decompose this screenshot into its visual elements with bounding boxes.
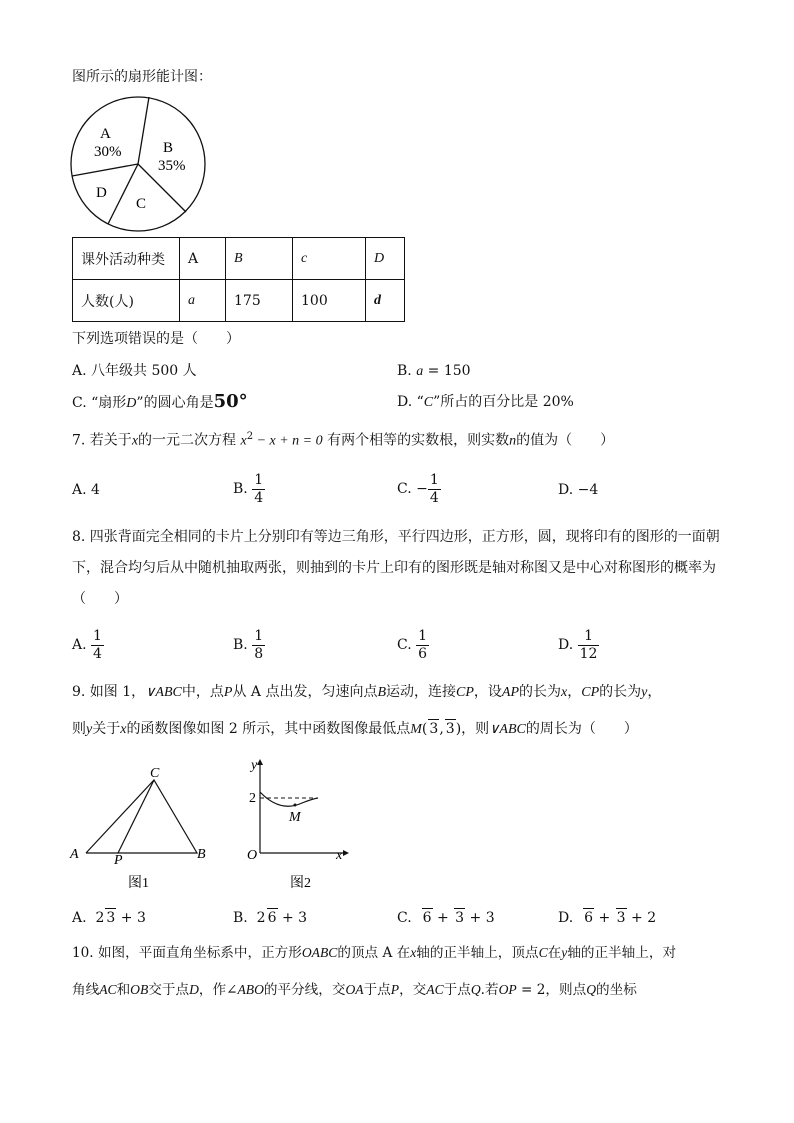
figure-1-triangle [64,760,224,890]
fig1-label-c: C [150,766,160,781]
q7-option-d: D. −4 [558,482,599,498]
q10-line-2: 角线AC和OB交于点D，作∠ABO的平分线，交OA于点P，交AC于点Q.若OP = 2，则点Q的坐标 [72,982,637,998]
q9-option-d: D. 6 + 3 + 2 [558,910,657,926]
fig2-label-x: x [336,848,343,863]
pie-percent-a: 30% [94,144,122,160]
fig2-caption: 图2 [290,876,311,890]
table-cell: 人数(人) [73,280,180,322]
fig2-label-y: y [251,758,258,773]
function-curve [260,792,318,806]
q8-option-a: A. $\frac{1}{4}$ [72,627,102,662]
table-cell: 175 [226,280,293,322]
q8-line-1: 8. 四张背面完全相同的卡片上分别印有等边三角形，平行四边形，正方形，圆，现将印有的图形的一面朝 [72,529,720,545]
fig2-label-o: O [247,848,258,863]
activity-table [72,237,405,322]
pie-label-c: C [136,196,147,212]
pie-divider-ab [138,97,149,164]
fig2-label-m: M [289,810,301,825]
figure-2-graph [240,755,360,890]
pie-label-b: B [163,140,174,156]
q8-option-d: D. $\frac{1}{12}$ [558,627,598,662]
fig1-label-b: B [197,847,206,862]
fig2-label-2: 2 [249,791,256,806]
q8-option-b: B. $\frac{1}{8}$ [233,627,264,662]
segment-cp [118,780,154,853]
y-axis-arrow [257,759,263,765]
pie-label-d: D [96,185,107,201]
table-row [73,280,405,322]
q9-line-2: 则y关于x的函数图像如图 2 所示，其中函数图像最低点M( 3, 3)，则∨ABC的周长为（ ） [72,721,638,737]
table-cell: A [180,238,226,280]
q9-option-b: B. 2 6 + 3 [233,910,308,926]
q9-option-c: C. 6 + 3 + 3 [397,910,495,926]
table-cell: B [226,238,293,280]
q6-option-c: C. “扇形D”的圆心角是50° [72,391,248,412]
intro-text: 图所示的扇形能计图： [72,69,212,85]
q8-line-2: 下，混合均匀后从中随机抽取两张，则抽到的卡片上印有的图形既是轴对称图又是中心对称图形的概率为 [72,560,716,576]
pie-divider-da [72,164,138,176]
q9-line-1: 9. 如图 1，∨ABC中，点P从 A 点出发，匀速向点B运动，连接CP，设AP的长为x，CP的长为y， [72,684,662,700]
q7-stem: 7. 若关于x的一元二次方程 $x^2 - x + n = 0$ 有两个相等的实数根，则实数n的值为（ ） [72,431,615,449]
table-cell: d [366,280,405,322]
q10-line-1: 10. 如图，平面直角坐标系中，正方形OABC的顶点 A 在x轴的正半轴上，顶点C在y轴的正半轴上，对 [72,945,677,961]
q7-option-c: C. − $\frac{1}{4}$ [397,471,439,506]
fig1-caption: 图1 [128,876,149,890]
q6-option-a: A. 八年级共 500 人 [72,363,197,379]
q7-option-a: A. 4 [72,482,100,498]
table-cell: 课外活动种类 [73,238,180,280]
table-cell: a [180,280,226,322]
fig1-label-p: P [114,853,123,868]
x-axis-arrow [343,850,349,856]
pie-percent-b: 35% [158,158,186,174]
pie-divider-cd [108,164,138,224]
q7-option-b: B. $\frac{1}{4}$ [233,471,264,506]
q6-option-d: D. “C”所占的百分比是 20% [397,394,574,410]
pie-chart [66,96,216,232]
pie-label-a: A [100,126,111,142]
triangle-abc [86,780,197,853]
table-row [73,238,405,280]
q8-option-c: C. $\frac{1}{6}$ [397,627,428,662]
fig1-label-a: A [70,847,79,862]
q6-prompt: 下列选项错误的是（ ） [72,331,240,347]
q9-option-a: A. 2 3 + 3 [72,910,146,926]
table-cell: c [293,238,366,280]
point-m [294,804,297,807]
table-cell: D [366,238,405,280]
q6-option-b: B. a = 150 [397,363,471,379]
table-cell: 100 [293,280,366,322]
q8-line-3: （ ） [72,591,128,607]
